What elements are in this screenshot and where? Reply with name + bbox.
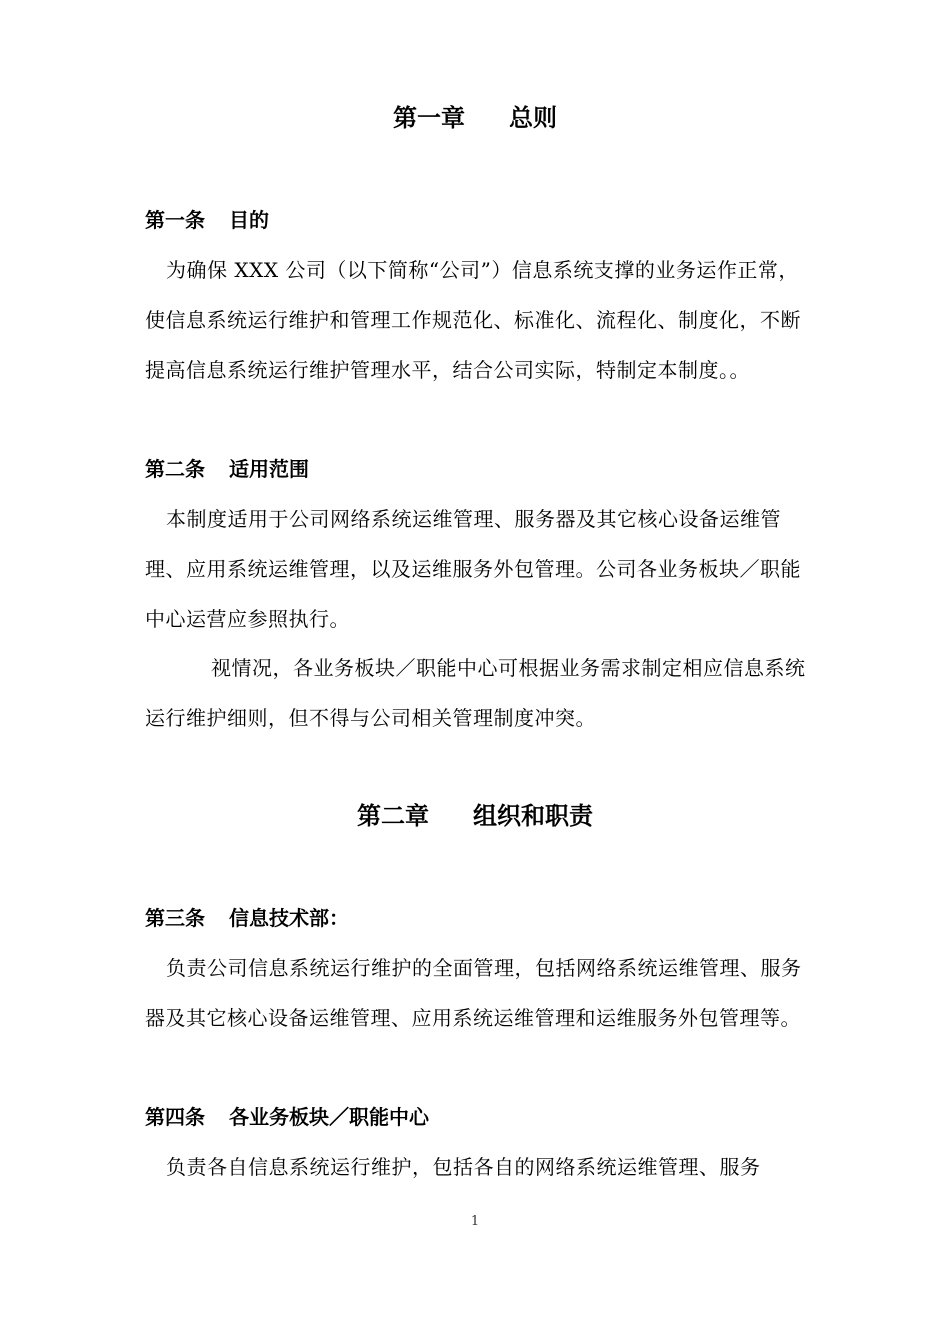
article-title: 信息技术部：: [229, 906, 349, 930]
article-heading-3: [145, 904, 349, 932]
article-number: 第一条: [145, 208, 205, 232]
chapter-heading-1: [0, 102, 950, 134]
chapter-number: 第二章: [357, 802, 429, 830]
chapter-heading-2: [0, 800, 950, 832]
paragraph-it-dept: 负责公司信息系统运行维护的全面管理，包括网络系统运维管理、服务器及其它核心设备运维管理、应用系统运维管理和运维服务外包管理等。: [145, 956, 802, 1030]
article-heading-1: [145, 206, 269, 234]
article-title: 各业务板块／职能中心: [229, 1105, 429, 1129]
paragraph-purpose: 为确保 XXX 公司（以下简称“公司”）信息系统支撑的业务运作正常，使信息系统运行维护和管理工作规范化、标准化、流程化、制度化，不断提高信息系统运行维护管理水平，结合公司实际，特制定本制度。。: [145, 258, 801, 382]
chapter-number: 第一章: [393, 104, 465, 132]
chapter-title: 总则: [509, 104, 557, 132]
paragraph-scope-1: 本制度适用于公司网络系统运维管理、服务器及其它核心设备运维管理、应用系统运维管理，以及运维服务外包管理。公司各业务板块／职能中心运营应参照执行。: [145, 507, 801, 631]
paragraph-business-units: 负责各自信息系统运行维护，包括各自的网络系统运维管理、服务: [166, 1155, 761, 1179]
article-number: 第四条: [145, 1105, 205, 1129]
paragraph-scope-2: 视情况，各业务板块／职能中心可根据业务需求制定相应信息系统运行维护细则，但不得与公司相关管理制度冲突。: [145, 656, 806, 730]
article-number: 第二条: [145, 457, 205, 481]
article-number: 第三条: [145, 906, 205, 930]
article-heading-2: [145, 455, 309, 483]
article-title: 适用范围: [229, 457, 309, 481]
page-number: 1: [470, 1214, 480, 1229]
article-heading-4: [145, 1103, 429, 1131]
chapter-title: 组织和职责: [473, 802, 593, 830]
article-title: 目的: [229, 208, 269, 232]
